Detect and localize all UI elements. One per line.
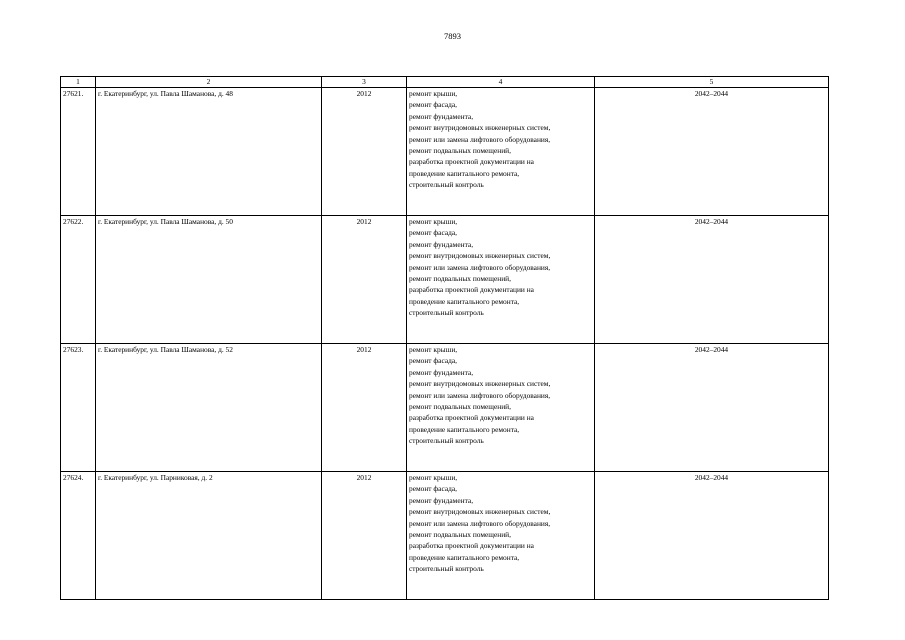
work-item: проведение капитального ремонта,	[409, 296, 520, 306]
row-number: 27624.	[61, 472, 96, 600]
work-item: строительный контроль	[409, 308, 484, 318]
row-address: г. Екатеринбург, ул. Павла Шаманова, д. 48	[96, 88, 322, 216]
row-number: 27621.	[61, 88, 96, 216]
work-item: ремонт внутридомовых инженерных систем,	[409, 507, 551, 517]
table-row	[61, 344, 829, 472]
table-row	[61, 216, 829, 344]
work-item: ремонт крыши,	[409, 473, 458, 482]
row-works	[407, 472, 595, 600]
work-item: строительный контроль	[409, 436, 484, 446]
row-number: 27622.	[61, 216, 96, 344]
work-item: ремонт фундамента,	[409, 495, 474, 505]
row-address: г. Екатеринбург, ул. Павла Шаманова, д. 50	[96, 216, 322, 344]
row-period: 2042–2044	[595, 88, 829, 216]
work-item: ремонт внутридомовых инженерных систем,	[409, 379, 551, 389]
table-row	[61, 88, 829, 216]
work-item: ремонт фасада,	[409, 100, 457, 110]
work-item: разработка проектной документации на	[409, 413, 534, 423]
repair-schedule-table	[60, 76, 829, 600]
work-item: ремонт или замена лифтового оборудования,	[409, 262, 551, 272]
row-period: 2042–2044	[595, 216, 829, 344]
column-header-3: 3	[322, 77, 407, 88]
work-item: ремонт фундамента,	[409, 239, 474, 249]
work-item: ремонт подвальных помещений,	[409, 274, 511, 284]
work-item: ремонт фасада,	[409, 228, 457, 238]
row-number: 27623.	[61, 344, 96, 472]
table-body	[61, 88, 829, 600]
row-works	[407, 344, 595, 472]
column-header-1: 1	[61, 77, 96, 88]
work-item: ремонт крыши,	[409, 345, 458, 354]
row-year: 2012	[322, 472, 407, 600]
work-item: проведение капитального ремонта,	[409, 424, 520, 434]
work-item: ремонт подвальных помещений,	[409, 146, 511, 156]
work-item: проведение капитального ремонта,	[409, 168, 520, 178]
work-item: разработка проектной документации на	[409, 541, 534, 551]
work-item: строительный контроль	[409, 180, 484, 190]
work-item: ремонт подвальных помещений,	[409, 402, 511, 412]
work-item: разработка проектной документации на	[409, 285, 534, 295]
table-header-row	[61, 77, 829, 88]
row-period: 2042–2044	[595, 472, 829, 600]
work-item: ремонт крыши,	[409, 217, 458, 226]
row-address: г. Екатеринбург, ул. Парниковая, д. 2	[96, 472, 322, 600]
row-works	[407, 216, 595, 344]
work-item: проведение капитального ремонта,	[409, 552, 520, 562]
page-number: 7893	[444, 31, 461, 41]
row-year: 2012	[322, 344, 407, 472]
column-header-4: 4	[407, 77, 595, 88]
work-item: ремонт фасада,	[409, 356, 457, 366]
work-item: ремонт или замена лифтового оборудования,	[409, 518, 551, 528]
work-item: ремонт внутридомовых инженерных систем,	[409, 251, 551, 261]
work-item: ремонт или замена лифтового оборудования,	[409, 134, 551, 144]
work-item: ремонт внутридомовых инженерных систем,	[409, 123, 551, 133]
work-item: строительный контроль	[409, 564, 484, 574]
row-address: г. Екатеринбург, ул. Павла Шаманова, д. 52	[96, 344, 322, 472]
work-item: разработка проектной документации на	[409, 157, 534, 167]
row-year: 2012	[322, 216, 407, 344]
row-works	[407, 88, 595, 216]
work-item: ремонт фасада,	[409, 484, 457, 494]
work-item: ремонт фундамента,	[409, 111, 474, 121]
work-item: ремонт крыши,	[409, 89, 458, 98]
table-row	[61, 472, 829, 600]
work-item: ремонт или замена лифтового оборудования,	[409, 390, 551, 400]
row-period: 2042–2044	[595, 344, 829, 472]
column-header-5: 5	[595, 77, 829, 88]
work-item: ремонт подвальных помещений,	[409, 530, 511, 540]
column-header-2: 2	[96, 77, 322, 88]
work-item: ремонт фундамента,	[409, 367, 474, 377]
row-year: 2012	[322, 88, 407, 216]
